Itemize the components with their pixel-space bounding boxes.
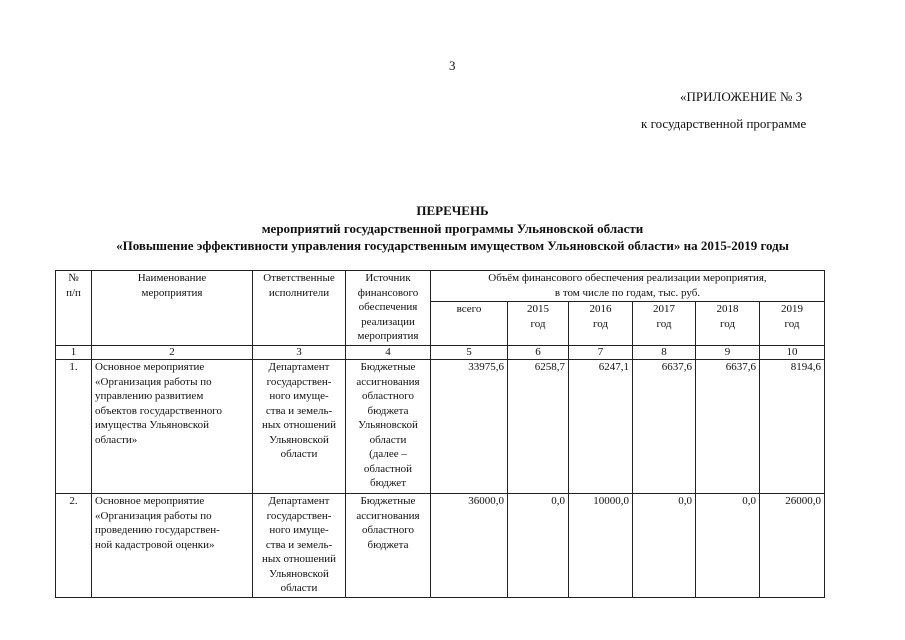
row-2016: 6247,1 — [569, 360, 633, 494]
header-year-2016: 2016 год — [569, 302, 633, 346]
row-2018: 0,0 — [696, 494, 760, 598]
row-name: Основное мероприятие «Организация работы по управлению развитием объектов государственного имущества Ульяновской области» — [92, 360, 253, 494]
row-2018: 6637,6 — [696, 360, 760, 494]
header-funding: Объём финансового обеспечения реализации мероприятия, в том числе по годам, тыс. руб. — [431, 271, 825, 302]
column-number: 9 — [696, 346, 760, 360]
column-number: 5 — [431, 346, 508, 360]
appendix-title: «ПРИЛОЖЕНИЕ № 3 — [680, 89, 803, 104]
row-number: 2. — [56, 494, 92, 598]
row-total: 36000,0 — [431, 494, 508, 598]
table-row — [56, 494, 825, 598]
column-number: 4 — [346, 346, 431, 360]
header-name: Наименование мероприятия — [92, 271, 253, 346]
row-total: 33975,6 — [431, 360, 508, 494]
column-number: 2 — [92, 346, 253, 360]
header-num: № п/п — [56, 271, 92, 346]
header-year-2015: 2015 год — [508, 302, 569, 346]
row-2019: 26000,0 — [760, 494, 825, 598]
row-name: Основное мероприятие «Организация работы по проведению государствен- ной кадастровой оценки» — [92, 494, 253, 598]
heading-program-name: «Повышение эффективности управления государственным имуществом Ульяновской области» на 2015-2019 годы — [116, 238, 789, 253]
appendix-subtitle: к государственной программе — [641, 116, 807, 131]
header-year-2018: 2018 год — [696, 302, 760, 346]
column-number: 3 — [253, 346, 346, 360]
row-2017: 0,0 — [633, 494, 696, 598]
header-source: Источник финансового обеспечения реализации мероприятия — [346, 271, 431, 346]
row-number: 1. — [56, 360, 92, 494]
column-number-row — [56, 346, 825, 360]
row-2019: 8194,6 — [760, 360, 825, 494]
heading-title: ПЕРЕЧЕНЬ — [416, 203, 489, 218]
header-year-2017: 2017 год — [633, 302, 696, 346]
heading-subtitle: мероприятий государственной программы Ульяновской области — [261, 221, 644, 236]
row-2015: 0,0 — [508, 494, 569, 598]
table-row — [56, 360, 825, 494]
column-number: 10 — [760, 346, 825, 360]
row-2015: 6258,7 — [508, 360, 569, 494]
row-source: Бюджетные ассигнования областного бюджета — [346, 494, 431, 598]
measures-table — [55, 270, 825, 598]
column-number: 8 — [633, 346, 696, 360]
header-year-2019: 2019 год — [760, 302, 825, 346]
page-number: 3 — [449, 58, 456, 73]
column-number: 6 — [508, 346, 569, 360]
column-number: 7 — [569, 346, 633, 360]
row-2017: 6637,6 — [633, 360, 696, 494]
header-responsible: Ответственные исполнители — [253, 271, 346, 346]
column-number: 1 — [56, 346, 92, 360]
row-source: Бюджетные ассигнования областного бюджета Ульяновской области (далее – областной бюджет — [346, 360, 431, 494]
row-responsible: Департамент государствен- ного имуще- ства и земель- ных отношений Ульяновской области — [253, 494, 346, 598]
row-responsible: Департамент государствен- ного имуще- ства и земель- ных отношений Ульяновской области — [253, 360, 346, 494]
row-2016: 10000,0 — [569, 494, 633, 598]
header-total: всего — [431, 302, 508, 346]
